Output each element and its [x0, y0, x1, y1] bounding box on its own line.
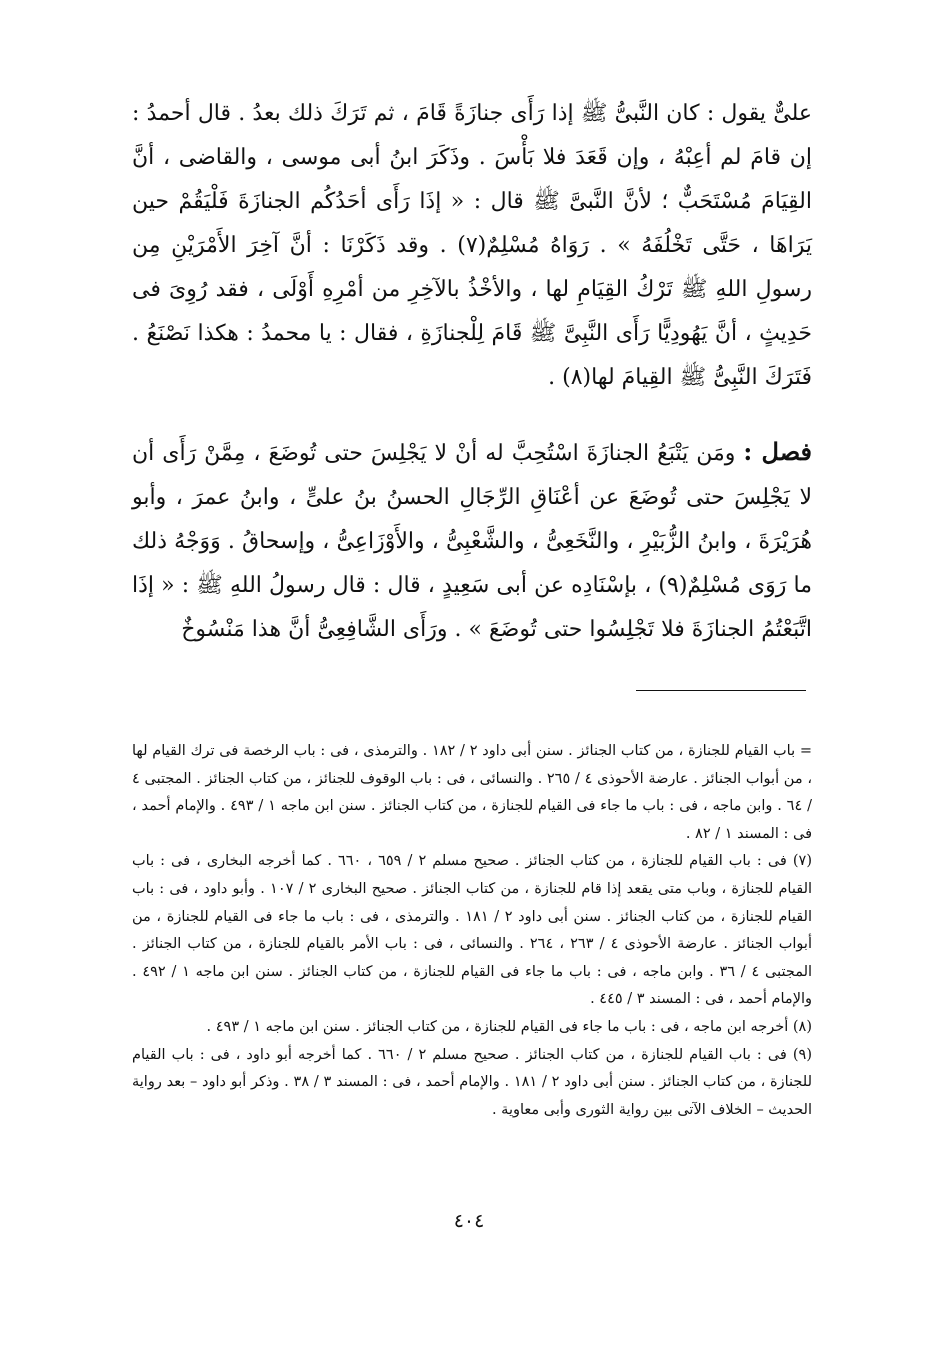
- footnote-9: (٩) فى : باب القيام للجنازة ، من كتاب الجنائز . صحيح مسلم ٢ / ٦٦٠ . كما أخرجه أبو داود ، فى : باب القيام للجنازة ، من كتاب الجنائز . سنن أبى داود ٢ / ١٨١ . والإمام أحمد ، فى : المسند ٣ / ٣٨ . وذكر أبو داود – بعد رواية الحديث – الخلاف الآتى بين رواية الثورى وأبى معاوية .: [132, 1046, 813, 1118]
- main-text: [132, 92, 812, 652]
- paragraph-2: [132, 430, 812, 652]
- paragraph-2-body: ومَن يَتْبَعُ الجنازَةَ اسْتُحِبَّ له أنْ لا يَجْلِسَ حتى تُوضَعَ ، مِمَّنْ رَأَى أن لا يَجْلِسَ حتى تُوضَعَ عن أعْنَاقِ الرِّجَالِ الحسنُ بنُ علىٍّ ، وابنُ عمرَ ، وأبو هُرَيْرَةَ ، وابنُ الزُّبَيْرِ ، والنَّخَعِىُّ ، والشَّعْبِىُّ ، والأَوْزَاعِىُّ ، وإسحاقُ . وَوَجْهُ ذلك ما رَوَى مُسْلِمٌ(٩) ، بإسْنَادِه عن أبى سَعِيدٍ ، قال : قال رسولُ اللهِ ﷺ : « إذَا اتَّبَعْتُمُ الجنازَةَ فلا تَجْلِسُوا حتى تُوضَعَ » . ورَأَى الشَّافِعِىُّ أنَّ هذا مَنْسُوخٌ: [132, 441, 812, 642]
- page-number: ٤٠٤: [453, 1210, 485, 1232]
- footnote-7: (٧) فى : باب القيام للجنازة ، من كتاب الجنائز . صحيح مسلم ٢ / ٦٥٩ ، ٦٦٠ . كما أخرجه البخارى ، فى : باب القيام للجنازة ، وباب متى يقعد إذا قام للجنازة ، من كتاب الجنائز . صحيح البخارى ٢ / ١٠٧ . وأبو داود ، فى : باب القيام للجنازة ، من كتاب الجنائز . سنن أبى داود ٢ / ١٨١ . والترمذى ، فى : باب ما جاء فى القيام للجنازة ، من أبواب الجنائز . عارضة الأحوذى ٤ / ٢٦٣ ، ٢٦٤ . والنسائى ، فى : باب الأمر بالقيام للجنازة ، من كتاب الجنائز . المجتبى ٤ / ٣٦ . وابن ماجه ، فى : باب ما جاء فى القيام للجنازة ، من كتاب الجنائز . سنن ابن ماجه ١ / ٤٩٢ . والإمام أحمد ، فى : المسند ٣ / ٤٤٥ .: [132, 853, 813, 1008]
- footnote-continuation: = باب القيام للجنازة ، من كتاب الجنائز . سنن أبى داود ٢ / ١٨٢ . والترمذى ، فى : باب الرخصة فى ترك القيام لها ، من أبواب الجنائز . عارضة الأحوذى ٤ / ٢٦٥ . والنسائى ، فى : باب الوقوف للجنائز ، من كتاب الجنائز . المجتبى ٤ / ٦٤ . وابن ماجه ، فى : باب ما جاء فى القيام للجنازة ، من كتاب الجنائز . سنن ابن ماجه ١ / ٤٩٣ . والإمام أحمد ، فى : المسند ١ / ٨٢ .: [132, 743, 813, 842]
- section-heading-fasl: فصل :: [743, 437, 812, 466]
- footnote-separator: [636, 690, 806, 691]
- footnote-8: (٨) أخرجه ابن ماجه ، فى : باب ما جاء فى القيام للجنازة ، من كتاب الجنائز . سنن ابن ماجه ١ / ٤٩٣ .: [206, 1018, 812, 1035]
- paragraph-1: علىٌّ يقول : كان النَّبىُّ ﷺ إذا رَأَى جنازَةً قَامَ ، ثم تَرَكَ ذلك بعدُ . قال أحمدُ : إن قامَ لم أعِبْهُ ، وإن قَعَدَ فلا بَأْسَ . وذَكَرَ ابنُ أبى موسى ، والقاضى ، أنَّ القِيَامَ مُسْتَحَبٌّ ؛ لأنَّ النَّبىَّ ﷺ قال : « إذَا رَأَى أحَدُكُم الجنازَةَ فَلْيَقُمْ حين يَرَاهَا ، حَتَّى تَخْلُفَهُ » . رَوَاهُ مُسْلِمٌ(٧) . وقد ذَكَرْنَا : أنَّ آخِرَ الأَمْرَيْنِ مِن رسولِ اللهِ ﷺ تَرْكُ القِيَامِ لها ، والأخْذُ بالآخِرِ من أمْرِهِ أَوْلَى ، فقد رُوِىَ فى حَدِيثٍ ، أنَّ يَهُودِيًّا رَأَى النَّبِىَّ ﷺ قَامَ لِلْجنازَةِ ، فقال : يا محمدُ : هكذا نَصْنَعُ . فَتَرَكَ النَّبِىُّ ﷺ القِيامَ لها(٨) .: [132, 101, 813, 390]
- footnotes: [132, 738, 812, 1124]
